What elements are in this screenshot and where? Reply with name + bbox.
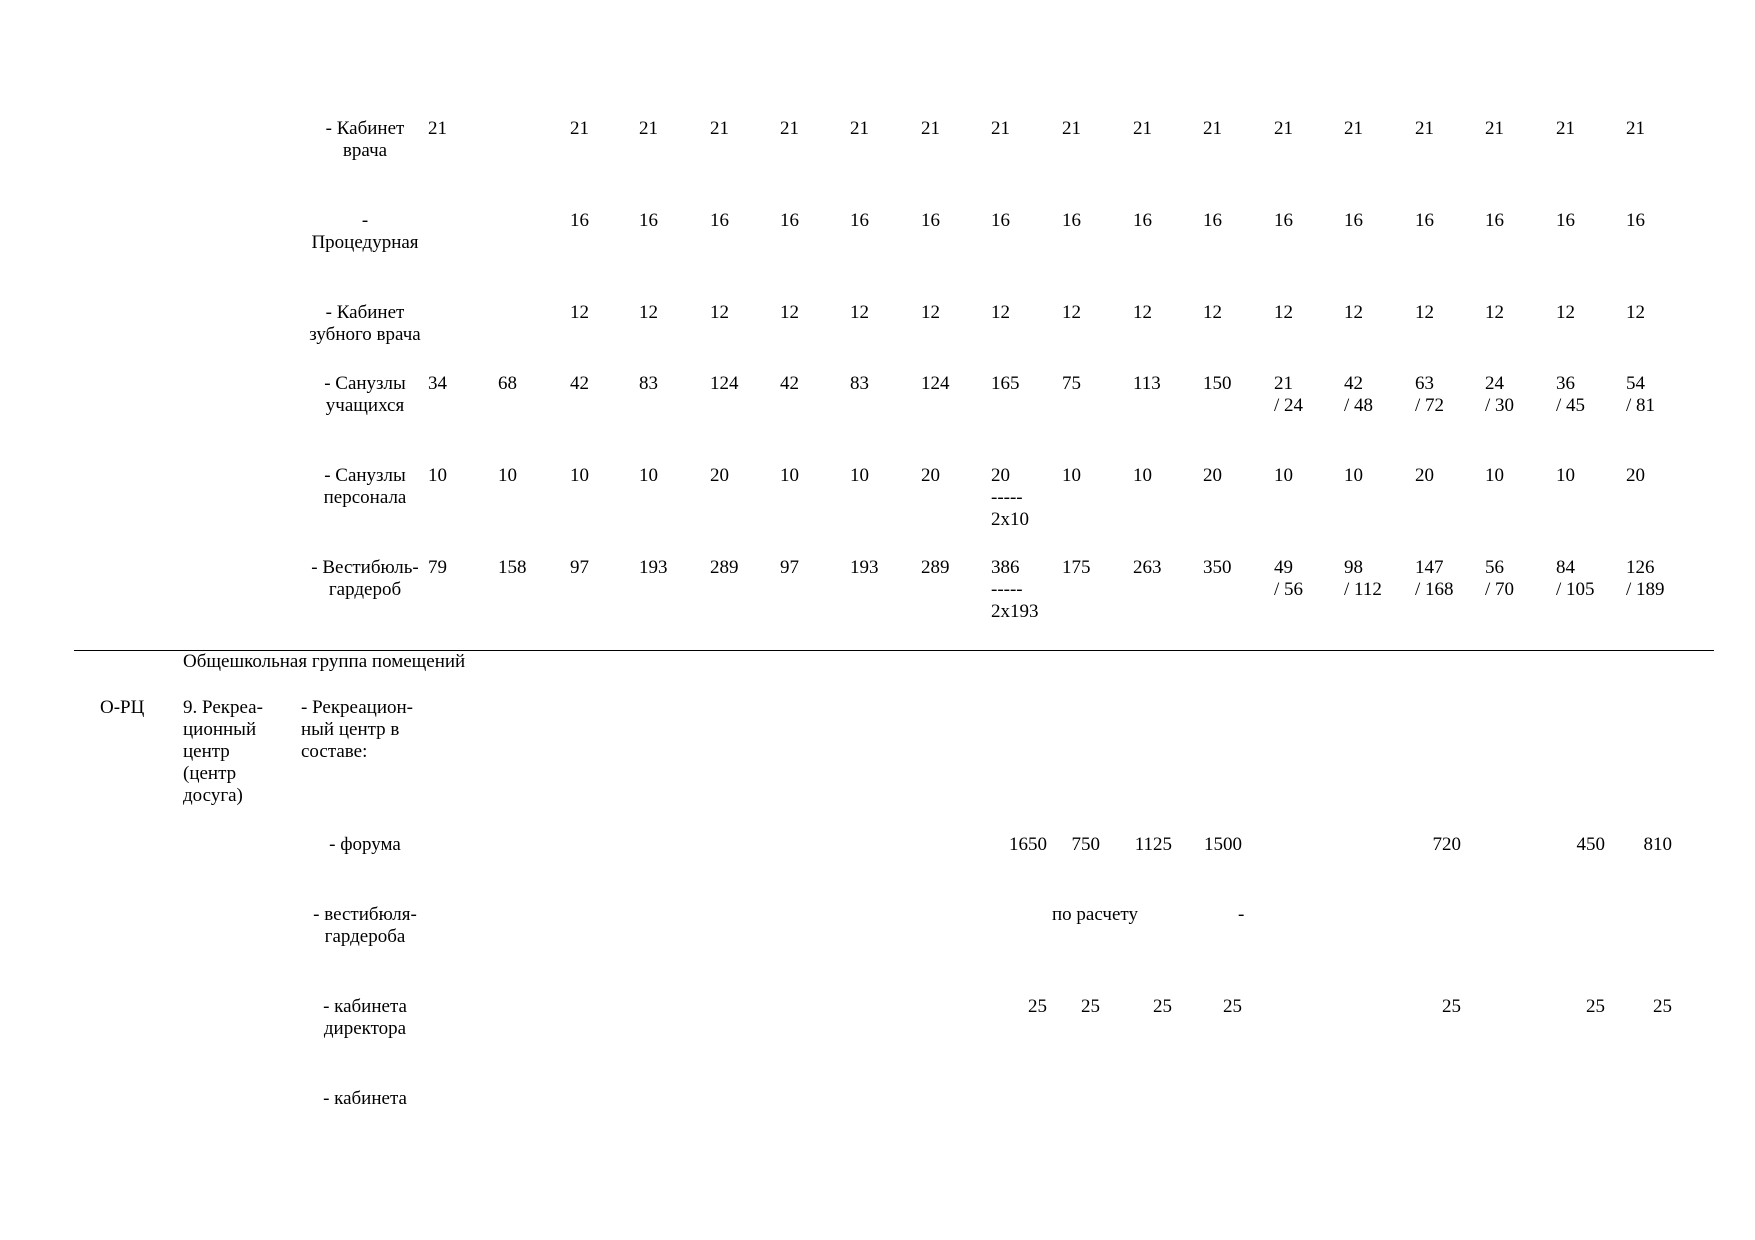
cell-line: 2x10 [991,509,1029,530]
table-cell [1344,557,1382,601]
cell-line: 21 [1556,118,1575,139]
cell-line: 49 [1274,557,1293,578]
table-cell [1062,373,1081,395]
cell-line: / 168 [1415,579,1454,600]
cell-line: / 45 [1556,395,1586,416]
table-cell: 1500 [1204,834,1242,855]
table-cell [1133,557,1162,579]
cell-line: 21 [921,118,940,139]
cell-line: / 70 [1485,579,1515,600]
desc-line: составе: [301,741,368,762]
name-line: ционный [183,719,257,740]
cell-line: 10 [1344,465,1363,486]
table-cell [1485,210,1504,232]
cell-line: 10 [639,465,658,486]
table-cell: 25 [1586,996,1605,1017]
label-line: - Вестибюль- [311,557,419,578]
cell-line: 20 [1626,465,1645,486]
cell-line: ----- [991,579,1023,600]
cell-line: 16 [850,210,869,231]
label-line: - Кабинет [325,118,405,139]
table-cell: 25 [1081,996,1100,1017]
cell-line: 42 [780,373,799,394]
desc-line: ный центр в [301,719,400,740]
cell-line: 147 [1415,557,1444,578]
table-cell [1415,302,1434,324]
cell-line: 12 [1274,302,1293,323]
label-line: - кабинета [323,1088,407,1109]
cell-line: 42 [570,373,589,394]
table-cell [1415,373,1444,417]
cell-line: 10 [498,465,517,486]
table-cell [1062,210,1081,232]
cell-line: 34 [428,373,447,394]
cell-line: 21 [1415,118,1434,139]
cell-line: 158 [498,557,527,578]
table-cell [639,118,658,140]
table-cell [570,210,589,232]
cell-line: 79 [428,557,447,578]
table-cell [1344,373,1373,417]
name-line: 9. Рекреа- [183,697,263,718]
table-cell [1274,210,1293,232]
cell-line: 20 [921,465,940,486]
cell-line: 12 [780,302,799,323]
table-cell: 1125 [1134,834,1172,855]
table-cell [850,302,869,324]
cell-line: 150 [1203,373,1232,394]
cell-line: 12 [1626,302,1645,323]
cell-line: ----- [991,487,1023,508]
table-cell [1344,210,1363,232]
row-label [290,118,440,162]
label-line: - Санузлы [324,465,406,486]
row-label [290,557,440,601]
table-cell [1626,118,1645,140]
cell-line: 289 [710,557,739,578]
table-cell [428,465,447,487]
table-cell [1274,373,1303,417]
table-cell [1344,302,1363,324]
calc-text: по расчету [1052,904,1138,925]
table-cell [1626,302,1645,324]
cell-line: 20 [991,465,1010,486]
section-code: О-РЦ [100,697,145,718]
table-cell [991,210,1010,232]
table-cell [1415,557,1454,601]
cell-line: 124 [921,373,950,394]
row-label [290,210,440,254]
cell-line: 289 [921,557,950,578]
cell-line: 16 [1344,210,1363,231]
table-cell: 25 [1442,996,1461,1017]
cell-line: / 112 [1344,579,1382,600]
table-cell [850,557,879,579]
cell-line: 83 [850,373,869,394]
cell-line: 12 [1415,302,1434,323]
table-cell [991,373,1020,395]
table-cell: 450 [1576,834,1605,855]
cell-line: 10 [780,465,799,486]
cell-line: 386 [991,557,1020,578]
cell-line: 12 [570,302,589,323]
cell-line: 20 [710,465,729,486]
label-line: - Кабинет [325,302,405,323]
table-cell [780,302,799,324]
cell-line: 20 [1415,465,1434,486]
table-cell [1415,465,1434,487]
section-description [301,697,413,763]
cell-line: 165 [991,373,1020,394]
table-cell: 720 [1432,834,1461,855]
table-cell [570,557,589,579]
table-cell [991,557,1039,623]
table-cell [850,373,869,395]
table-cell: 25 [1153,996,1172,1017]
table-cell [1556,557,1595,601]
table-cell [1274,302,1293,324]
table-cell [710,210,729,232]
table-cell [498,557,527,579]
table-cell [780,557,799,579]
table-cell [1556,465,1575,487]
cell-line: 21 [850,118,869,139]
table-cell [428,118,447,140]
cell-line: / 48 [1344,395,1374,416]
label-line: - форума [329,834,401,855]
table-cell [850,465,869,487]
table-cell [498,373,517,395]
cell-line: 10 [850,465,869,486]
row-office-label [290,1088,440,1110]
row-label [290,465,440,509]
table-cell [710,302,729,324]
table-cell [1344,118,1363,140]
table-cell [1274,557,1303,601]
cell-line: 12 [1556,302,1575,323]
cell-line: 16 [1485,210,1504,231]
table-cell [1556,210,1575,232]
table-cell [1626,465,1645,487]
table-cell [1133,210,1152,232]
cell-line: 263 [1133,557,1162,578]
cell-line: / 105 [1556,579,1595,600]
table-cell [1203,210,1222,232]
cell-line: / 72 [1415,395,1445,416]
cell-line: 63 [1415,373,1434,394]
table-cell [1485,302,1504,324]
table-cell [570,302,589,324]
cell-line: 16 [991,210,1010,231]
table-cell [639,557,668,579]
cell-line: 21 [1062,118,1081,139]
table-cell [991,118,1010,140]
section-name [183,697,263,807]
table-cell [1274,118,1293,140]
table-cell [1415,118,1434,140]
table-cell: 750 [1071,834,1100,855]
table-cell [1133,465,1152,487]
cell-line: 21 [1133,118,1152,139]
table-cell [921,118,940,140]
label-line: гардероб [328,579,402,600]
table-cell [639,210,658,232]
table-cell [921,302,940,324]
cell-line: 98 [1344,557,1363,578]
name-line: (центр [183,763,237,784]
cell-line: 21 [1274,118,1293,139]
cell-line: 16 [1556,210,1575,231]
table-cell [1133,118,1152,140]
table-cell [1556,118,1575,140]
table-cell [1203,373,1232,395]
cell-line: 16 [710,210,729,231]
table-cell [780,210,799,232]
cell-line: 16 [921,210,940,231]
row-label [290,302,440,346]
cell-line: 16 [1415,210,1434,231]
table-cell [1485,557,1514,601]
label-line: врача [342,140,388,161]
name-line: досуга) [183,785,243,806]
cell-line: 84 [1556,557,1575,578]
table-cell [1274,465,1293,487]
cell-line: 16 [780,210,799,231]
cell-line: 12 [850,302,869,323]
cell-line: 16 [639,210,658,231]
cell-line: 10 [1485,465,1504,486]
table-cell [1415,210,1434,232]
cell-line: 10 [1133,465,1152,486]
table-cell [1062,465,1081,487]
table-cell: 25 [1028,996,1047,1017]
table-cell [1062,557,1091,579]
cell-line: 12 [1133,302,1152,323]
cell-line: 10 [570,465,589,486]
table-cell: 25 [1653,996,1672,1017]
table-cell [780,465,799,487]
table-cell [710,465,729,487]
cell-line: 10 [1556,465,1575,486]
table-cell [1626,557,1665,601]
cell-line: 193 [639,557,668,578]
table-cell [639,302,658,324]
cell-line: 10 [428,465,447,486]
table-cell [428,557,447,579]
cell-line: 12 [991,302,1010,323]
table-cell [1485,465,1504,487]
table-cell [1203,465,1222,487]
name-line: центр [183,741,230,762]
row-lobby-label [290,904,440,948]
table-cell [1556,373,1585,417]
cell-line: 20 [1203,465,1222,486]
table-cell: 25 [1223,996,1242,1017]
cell-line: 21 [428,118,447,139]
cell-line: 21 [1274,373,1293,394]
table-cell [570,465,589,487]
cell-line: 68 [498,373,517,394]
label-line: учащихся [325,395,405,416]
group-header: Общешкольная группа помещений [183,651,466,672]
cell-line: 175 [1062,557,1091,578]
label-line: - вестибюля- [313,904,417,925]
cell-line: / 56 [1274,579,1304,600]
cell-line: 12 [921,302,940,323]
cell-line: 10 [1274,465,1293,486]
table-cell [991,465,1029,531]
table-cell [710,557,739,579]
cell-line: 21 [639,118,658,139]
cell-line: 83 [639,373,658,394]
cell-line: 21 [1485,118,1504,139]
cell-line: 124 [710,373,739,394]
table-cell [1626,210,1645,232]
row-director-label [290,996,440,1040]
table-cell [1203,557,1232,579]
table-cell [921,557,950,579]
table-cell: 810 [1643,834,1672,855]
cell-line: 193 [850,557,879,578]
cell-line: 12 [639,302,658,323]
cell-line: 21 [570,118,589,139]
cell-line: 21 [1203,118,1222,139]
cell-line: 16 [1274,210,1293,231]
table-cell [921,210,940,232]
table-cell [1344,465,1363,487]
table-cell [570,373,589,395]
cell-line: 12 [1344,302,1363,323]
cell-line: 54 [1626,373,1645,394]
table-cell [639,373,658,395]
desc-line: - Рекреацион- [301,697,413,718]
label-line: персонала [323,487,407,508]
cell-line: 16 [570,210,589,231]
cell-line: / 30 [1485,395,1515,416]
label-line: зубного врача [309,324,421,345]
row-forum-label [290,834,440,856]
cell-line: 16 [1133,210,1152,231]
cell-line: 2x193 [991,601,1039,622]
table-cell [1203,118,1222,140]
cell-line: 113 [1133,373,1161,394]
table-cell [1626,373,1655,417]
cell-line: 97 [780,557,799,578]
table-cell [780,118,799,140]
cell-line: 12 [1062,302,1081,323]
table-cell [710,373,739,395]
row-label [290,373,440,417]
cell-line: 21 [780,118,799,139]
cell-line: 12 [710,302,729,323]
table-cell [921,465,940,487]
cell-line: 56 [1485,557,1504,578]
label-line: - [361,210,369,231]
cell-line: 12 [1485,302,1504,323]
cell-line: 75 [1062,373,1081,394]
table-cell [780,373,799,395]
label-line: Процедурная [311,232,419,253]
table-cell [570,118,589,140]
table-cell: 1650 [1009,834,1047,855]
cell-line: 21 [1344,118,1363,139]
cell-line: / 24 [1274,395,1304,416]
cell-line: 16 [1062,210,1081,231]
cell-line: 10 [1062,465,1081,486]
cell-line: 24 [1485,373,1504,394]
table-cell [1556,302,1575,324]
table-cell [710,118,729,140]
cell-line: 21 [991,118,1010,139]
cell-line: 126 [1626,557,1655,578]
cell-line: 12 [1203,302,1222,323]
cell-line: 21 [1626,118,1645,139]
cell-line: 97 [570,557,589,578]
table-cell [991,302,1010,324]
table-cell [921,373,950,395]
table-cell [1485,118,1504,140]
label-line: - кабинета [323,996,407,1017]
table-cell [498,465,517,487]
table-cell [850,210,869,232]
label-line: гардероба [324,926,406,947]
table-cell [1203,302,1222,324]
cell-line: / 81 [1626,395,1656,416]
cell-line: / 189 [1626,579,1665,600]
table-cell [1133,302,1152,324]
label-line: директора [323,1018,407,1039]
table-cell [1062,118,1081,140]
cell-line: 350 [1203,557,1232,578]
cell-line: 36 [1556,373,1575,394]
table-cell [1062,302,1081,324]
table-cell [639,465,658,487]
label-line: - Санузлы [324,373,406,394]
cell-line: 16 [1203,210,1222,231]
cell-line: 42 [1344,373,1363,394]
table-cell [428,373,447,395]
table-cell [1485,373,1514,417]
table-cell [850,118,869,140]
dash-cell: - [1238,904,1245,925]
table-cell [1133,373,1161,395]
cell-line: 21 [710,118,729,139]
cell-line: 16 [1626,210,1645,231]
